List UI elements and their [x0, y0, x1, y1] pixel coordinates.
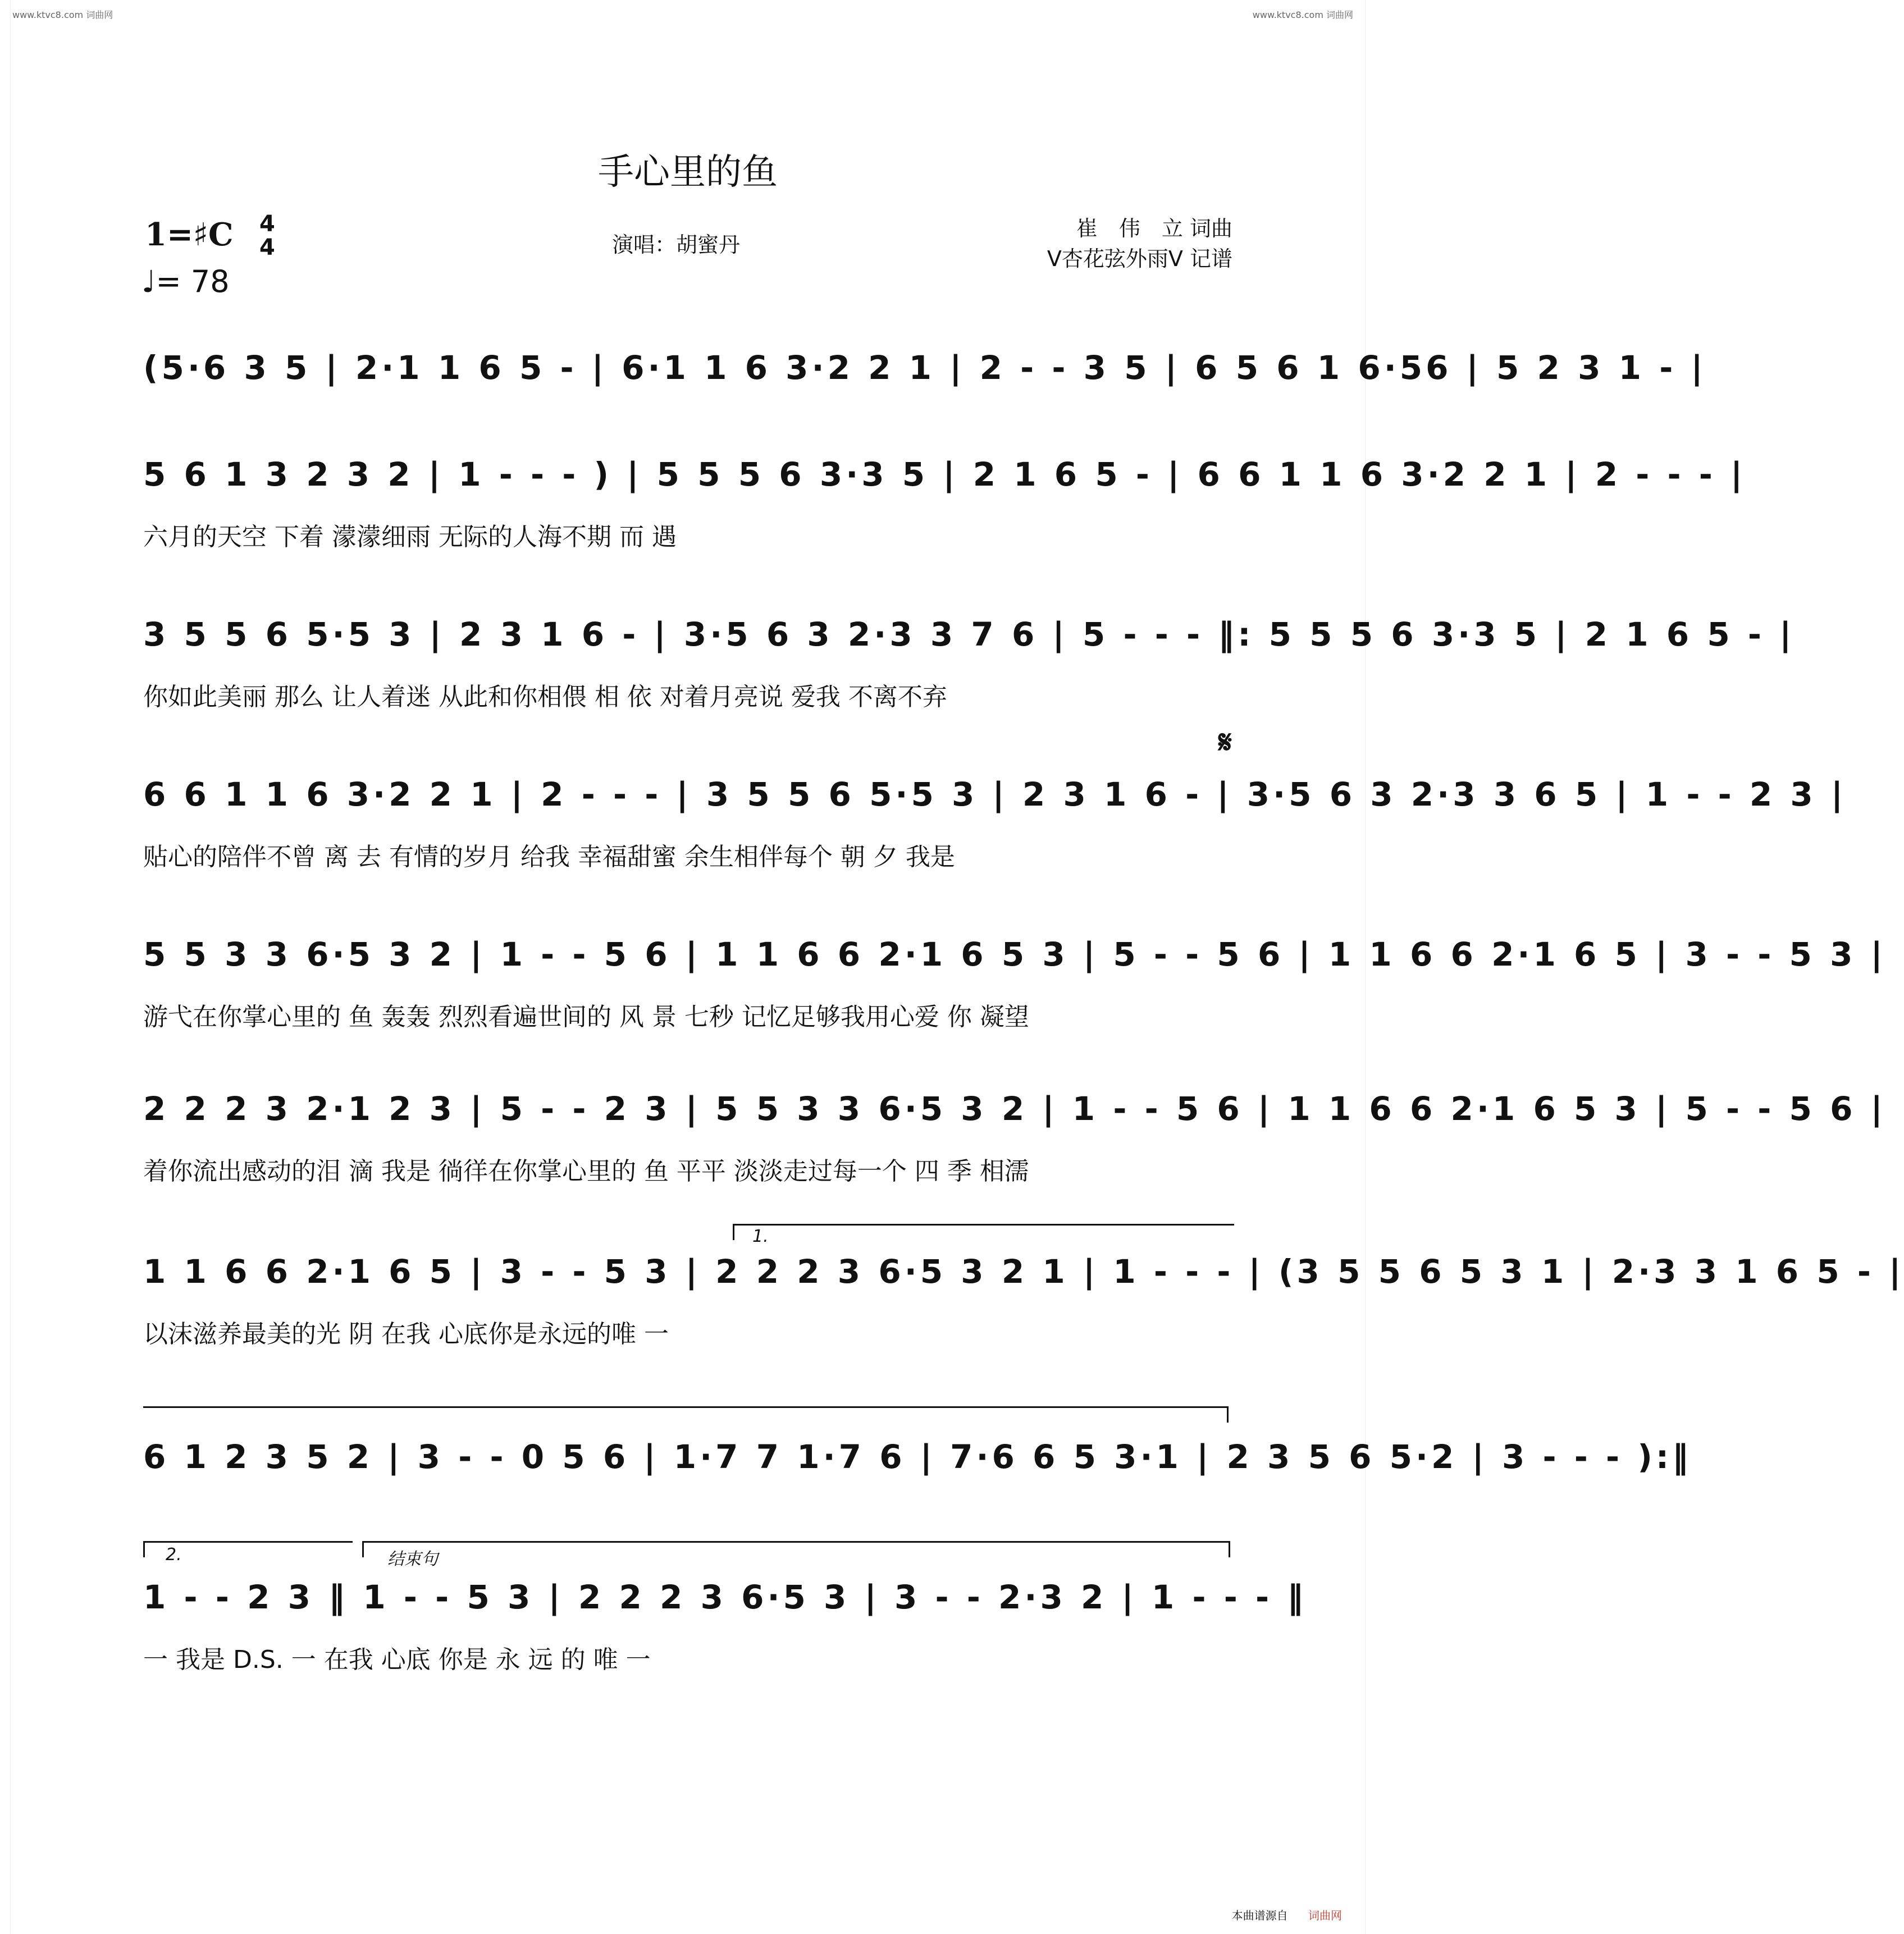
singer-credit: 演唱：胡蜜丹: [612, 232, 741, 257]
coda-bracket: [362, 1541, 1230, 1557]
notation-line: 1 1 6 6 2·1 6 5 | 3 - - 5 3 | 2 2 2 3 6·5 3 2 1 | 1 - - - | (3 5 5 6 5 3 1 | 2·3 3 1 6 5 - |: [143, 1252, 1904, 1291]
left-margin-strip: [0, 0, 11, 1934]
notation-line: 1 - - 2 3 ‖ 1 - - 5 3 | 2 2 2 3 6·5 3 | 3 - - 2·3 2 | 1 - - - ‖: [143, 1578, 1307, 1616]
key-signature: 1=♯C: [145, 216, 234, 253]
lyrics-line: 以沫滋养最美的光 阴 在我 心底你是永远的唯 一: [143, 1320, 669, 1348]
first-ending-continuation: [143, 1406, 1229, 1423]
segno-sign: 𝄋: [1218, 724, 1232, 761]
first-ending-label: 1.: [752, 1227, 769, 1246]
site-logo[interactable]: 词曲网: [1308, 1909, 1342, 1922]
lyrics-line: 一 我是 D.S. 一 在我 心底 你是 永 远 的 唯 一: [143, 1645, 651, 1674]
watermark-left: www.ktvc8.com 词曲网: [12, 10, 113, 20]
notation-line: 6 6 1 1 6 3·2 2 1 | 2 - - - | 3 5 5 6 5·5 3 | 2 3 1 6 - | 3·5 6 3 2·3 3 6 5 | 1 - - 2 3 |: [143, 775, 1847, 813]
notation-line: (5·6 3 5 | 2·1 1 6 5 - | 6·1 1 6 3·2 2 1 | 2 - - 3 5 | 6 5 6 1 6·56 | 5 2 3 1 - |: [143, 349, 1706, 387]
notation-line: 6 1 2 3 5 2 | 3 - - 0 5 6 | 1·7 7 1·7 6 | 7·6 6 5 3·1 | 2 3 5 6 5·2 | 3 - - - ):‖: [143, 1438, 1692, 1476]
notation-line: 2 2 2 3 2·1 2 3 | 5 - - 2 3 | 5 5 3 3 6·5 3 2 | 1 - - 5 6 | 1 1 6 6 2·1 6 5 3 | 5 - - 5 6 |: [143, 1090, 1886, 1128]
second-ending-label: 2.: [166, 1545, 182, 1565]
lyricist-composer: 崔 伟 立 词曲: [1076, 216, 1232, 241]
notation-line: 5 6 1 3 2 3 2 | 1 - - - ) | 5 5 5 6 3·3 5 | 2 1 6 5 - | 6 6 1 1 6 3·2 2 1 | 2 - - - |: [143, 455, 1746, 493]
first-ending-bracket: [733, 1224, 1234, 1240]
time-signature: [259, 212, 275, 259]
footer-text: 本曲谱源自: [1231, 1909, 1288, 1922]
song-title: 手心里的鱼: [598, 152, 778, 193]
lyrics-line: 游弋在你掌心里的 鱼 轰轰 烈烈看遍世间的 风 景 七秒 记忆足够我用心爱 你 凝望: [143, 1003, 1029, 1031]
lyrics-line: 着你流出感动的泪 滴 我是 徜徉在你掌心里的 鱼 平平 淡淡走过每一个 四 季 相濡: [143, 1157, 1029, 1186]
footer-source: [1232, 1906, 1342, 1923]
meter-top: 4: [259, 211, 275, 237]
composer-credits: [1047, 213, 1232, 274]
transcriber: V杏花弦外雨V 记谱: [1047, 246, 1232, 271]
lyrics-line: 贴心的陪伴不曾 离 去 有情的岁月 给我 幸福甜蜜 余生相伴每个 朝 夕 我是: [143, 843, 955, 871]
notation-line: 3 5 5 6 5·5 3 | 2 3 1 6 - | 3·5 6 3 2·3 3 7 6 | 5 - - - ‖: 5 5 5 6 3·3 5 | 2 1 6 5 - |: [143, 615, 1795, 653]
coda-label: 结束句: [387, 1549, 438, 1569]
meter-bottom: 4: [259, 235, 275, 260]
watermark-right: www.ktvc8.com 词曲网: [1252, 10, 1353, 20]
tempo-mark: ♩= 78: [141, 264, 230, 299]
lyrics-line: 你如此美丽 那么 让人着迷 从此和你相偎 相 依 对着月亮说 爱我 不离不弃: [143, 683, 947, 711]
lyrics-line: 六月的天空 下着 濛濛细雨 无际的人海不期 而 遇: [143, 523, 677, 551]
notation-line: 5 5 3 3 6·5 3 2 | 1 - - 5 6 | 1 1 6 6 2·1 6 5 3 | 5 - - 5 6 | 1 1 6 6 2·1 6 5 | 3 - - 5 3 |: [143, 935, 1886, 973]
